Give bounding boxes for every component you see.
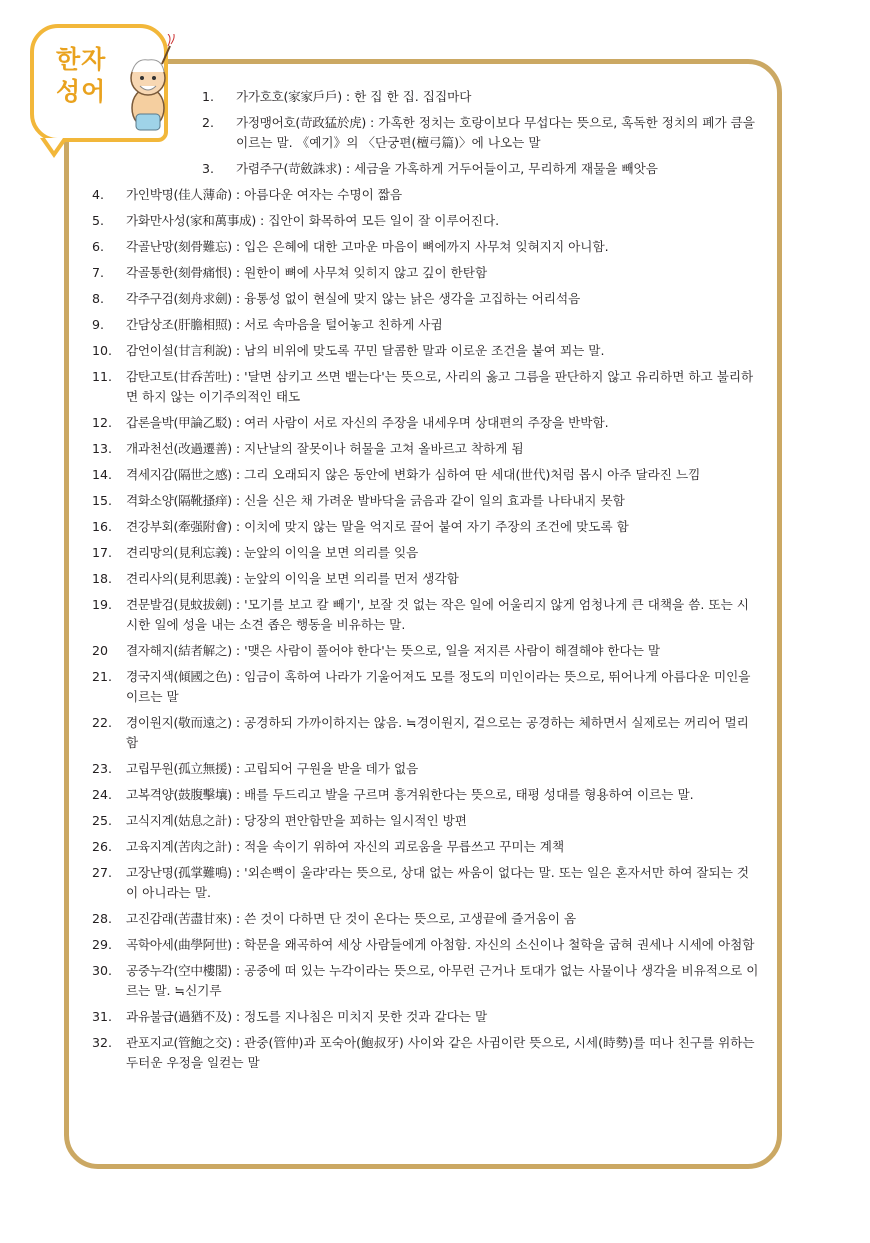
list-item: 17. 견리망의(見利忘義) : 눈앞의 이익을 보면 의리를 잊음 [84, 541, 760, 567]
item-number: 10. [92, 343, 113, 358]
item-number: 22. [92, 715, 113, 730]
list-item: 18. 견리사의(見利思義) : 눈앞의 이익을 보면 의리를 먼저 생각함 [84, 567, 760, 593]
item-term: 감탄고토(甘呑苦吐) [126, 369, 232, 384]
item-meaning: 쓴 것이 다하면 단 것이 온다는 뜻으로, 고생끝에 즐거움이 옴 [244, 911, 577, 926]
item-meaning: 공경하되 가까이하지는 않음. ≒경이원지, 겉으로는 공경하는 체하면서 실제로는 꺼리어 멀리함 [126, 715, 749, 750]
item-term: 경국지색(傾國之色) [126, 669, 232, 684]
item-term: 간담상조(肝膽相照) [126, 317, 232, 332]
list-item: 23. 고립무원(孤立無援) : 고립되어 구원을 받을 데가 없음 [84, 757, 760, 783]
list-item: 15. 격화소양(隔靴搔痒) : 신을 신은 채 가려운 발바닥을 긁음과 같이 일의 효과를 나타내지 못함 [84, 489, 760, 515]
list-item: 11. 감탄고토(甘呑苦吐) : '달면 삼키고 쓰면 뱉는다'는 뜻으로, 사리의 옳고 그름을 판단하지 않고 유리하면 하고 불리하면 하지 않는 이기주의적인 태도 [84, 365, 760, 411]
item-term: 감언이설(甘言利說) [126, 343, 232, 358]
item-meaning: 아름다운 여자는 수명이 짧음 [244, 187, 403, 202]
badge-line-1: 한자 [56, 45, 107, 74]
item-meaning: 고립되어 구원을 받을 데가 없음 [244, 761, 419, 776]
item-meaning: 남의 비위에 맞도록 꾸민 달콤한 말과 이로운 조건을 붙여 꾀는 말. [244, 343, 605, 358]
item-term: 가인박명(佳人薄命) [126, 187, 232, 202]
item-term: 가정맹어호(苛政猛於虎) [236, 115, 367, 130]
item-number: 12. [92, 415, 113, 430]
item-number: 8. [92, 291, 105, 306]
list-item: 32. 관포지교(管鮑之交) : 관중(管仲)과 포숙아(鮑叔牙) 사이와 같은 사귐이란 뜻으로, 시세(時勢)를 떠나 친구를 위하는 두터운 우정을 일컫는 말 [84, 1031, 760, 1077]
item-term: 곡학아세(曲學阿世) [126, 937, 232, 952]
list-item: 31. 과유불급(過猶不及) : 정도를 지나침은 미치지 못한 것과 같다는 말 [84, 1005, 760, 1031]
item-number: 6. [92, 239, 105, 254]
item-number: 27. [92, 865, 113, 880]
list-item: 29. 곡학아세(曲學阿世) : 학문을 왜곡하여 세상 사람들에게 아첨함. 자신의 소신이나 철학을 굽혀 권세나 시세에 아첨함 [84, 933, 760, 959]
item-number: 16. [92, 519, 113, 534]
item-meaning: 당장의 편안함만을 꾀하는 일시적인 방편 [244, 813, 467, 828]
item-term: 고복격양(鼓腹擊壤) [126, 787, 232, 802]
item-number: 26. [92, 839, 113, 854]
item-number: 30. [92, 963, 113, 978]
list-item: 14. 격세지감(隔世之感) : 그리 오래되지 않은 동안에 변화가 심하여 딴 세대(世代)처럼 몹시 아주 달라진 느낌 [84, 463, 760, 489]
item-number: 28. [92, 911, 113, 926]
item-meaning: 눈앞의 이익을 보면 의리를 잊음 [244, 545, 419, 560]
item-number: 3. [202, 161, 215, 176]
item-number: 32. [92, 1035, 113, 1050]
list-item: 4. 가인박명(佳人薄命) : 아름다운 여자는 수명이 짧음 [84, 183, 760, 209]
item-term: 과유불급(過猶不及) [126, 1009, 232, 1024]
item-term: 격화소양(隔靴搔痒) [126, 493, 232, 508]
item-term: 경이원지(敬而遠之) [126, 715, 232, 730]
item-term: 개과천선(改過遷善) [126, 441, 232, 456]
item-term: 고식지계(姑息之計) [126, 813, 232, 828]
item-meaning: 한 집 한 집. 집집마다 [354, 89, 472, 104]
item-number: 24. [92, 787, 113, 802]
list-item: 21. 경국지색(傾國之色) : 임금이 혹하여 나라가 기울어져도 모를 정도의 미인이라는 뜻으로, 뛰어나게 아름다운 미인을 이르는 말 [84, 665, 760, 711]
list-item: 8. 각주구검(刻舟求劍) : 융통성 없이 현실에 맞지 않는 낡은 생각을 고집하는 어리석음 [84, 287, 760, 313]
item-number: 1. [202, 89, 215, 104]
item-term: 가렴주구(苛斂誅求) [236, 161, 342, 176]
list-item: 3. 가렴주구(苛斂誅求) : 세금을 가혹하게 거두어들이고, 무리하게 재물을 빼앗음 [84, 157, 760, 183]
item-number: 5. [92, 213, 105, 228]
list-item: 22. 경이원지(敬而遠之) : 공경하되 가까이하지는 않음. ≒경이원지, 겉으로는 공경하는 체하면서 실제로는 꺼리어 멀리함 [84, 711, 760, 757]
item-term: 고장난명(孤掌難鳴) [126, 865, 232, 880]
item-number: 15. [92, 493, 113, 508]
list-item: 30. 공중누각(空中樓閣) : 공중에 떠 있는 누각이라는 뜻으로, 아무런 근거나 토대가 없는 사물이나 생각을 비유적으로 이르는 말. ≒신기루 [84, 959, 760, 1005]
item-term: 공중누각(空中樓閣) [126, 963, 232, 978]
item-meaning: 입은 은혜에 대한 고마운 마음이 뼈에까지 사무쳐 잊혀지지 아니함. [244, 239, 609, 254]
list-item: 16. 견강부회(牽强附會) : 이치에 맞지 않는 말을 억지로 끌어 붙여 자기 주장의 조건에 맞도록 함 [84, 515, 760, 541]
item-number: 2. [202, 115, 215, 130]
item-number: 23. [92, 761, 113, 776]
badge-title [56, 44, 116, 108]
item-meaning: '외손뼉이 울랴'라는 뜻으로, 상대 없는 싸움이 없다는 말. 또는 일은 혼자서만 하여 잘되는 것이 아니라는 말. [126, 865, 750, 900]
item-number: 9. [92, 317, 105, 332]
item-meaning: '맺은 사람이 풀어야 한다'는 뜻으로, 일을 저지른 사람이 해결해야 한다는 말 [244, 643, 661, 658]
list-item: 2. 가정맹어호(苛政猛於虎) : 가혹한 정치는 호랑이보다 무섭다는 뜻으로, 혹독한 정치의 폐가 큼을 이르는 말. 《예기》의 〈단궁편(檀弓篇)〉에 나오는 말 [84, 111, 760, 157]
item-number: 31. [92, 1009, 113, 1024]
item-meaning: 가혹한 정치는 호랑이보다 무섭다는 뜻으로, 혹독한 정치의 폐가 큼을 이르는 말. 《예기》의 〈단궁편(檀弓篇)〉에 나오는 말 [236, 115, 755, 150]
list-item: 25. 고식지계(姑息之計) : 당장의 편안함만을 꾀하는 일시적인 방편 [84, 809, 760, 835]
item-meaning: 공중에 떠 있는 누각이라는 뜻으로, 아무런 근거나 토대가 없는 사물이나 생각을 비유적으로 이르는 말. ≒신기루 [126, 963, 759, 998]
item-number: 25. [92, 813, 113, 828]
idiom-list [84, 85, 760, 1077]
item-number: 14. [92, 467, 113, 482]
item-term: 각골난망(刻骨難忘) [126, 239, 232, 254]
item-term: 견리사의(見利思義) [126, 571, 232, 586]
mascot-icon [118, 34, 178, 134]
item-number: 19. [92, 597, 113, 612]
item-meaning: 관중(管仲)과 포숙아(鮑叔牙) 사이와 같은 사귐이란 뜻으로, 시세(時勢)를 떠나 친구를 위하는 두터운 우정을 일컫는 말 [126, 1035, 755, 1070]
item-meaning: 학문을 왜곡하여 세상 사람들에게 아첨함. 자신의 소신이나 철학을 굽혀 권세나 시세에 아첨함 [244, 937, 755, 952]
list-item: 27. 고장난명(孤掌難鳴) : '외손뼉이 울랴'라는 뜻으로, 상대 없는 싸움이 없다는 말. 또는 일은 혼자서만 하여 잘되는 것이 아니라는 말. [84, 861, 760, 907]
item-number: 20 [92, 643, 109, 658]
list-item: 7. 각골통한(刻骨痛恨) : 원한이 뼈에 사무쳐 잊히지 않고 깊이 한탄함 [84, 261, 760, 287]
list-item: 20 결자해지(結者解之) : '맺은 사람이 풀어야 한다'는 뜻으로, 일을 저지른 사람이 해결해야 한다는 말 [84, 639, 760, 665]
list-item: 1. 가가호호(家家戶戶) : 한 집 한 집. 집집마다 [84, 85, 760, 111]
item-term: 견문발검(見蚊拔劍) [126, 597, 232, 612]
item-term: 견리망의(見利忘義) [126, 545, 232, 560]
item-term: 고립무원(孤立無援) [126, 761, 232, 776]
item-term: 결자해지(結者解之) [126, 643, 232, 658]
badge-line-2: 성어 [56, 77, 107, 106]
item-number: 17. [92, 545, 113, 560]
item-meaning: '달면 삼키고 쓰면 뱉는다'는 뜻으로, 사리의 옳고 그름을 판단하지 않고 유리하면 하고 불리하면 하지 않는 이기주의적인 태도 [126, 369, 754, 404]
item-meaning: 서로 속마음을 털어놓고 친하게 사귐 [244, 317, 443, 332]
item-term: 가화만사성(家和萬事成) [126, 213, 257, 228]
item-number: 29. [92, 937, 113, 952]
section-badge [30, 24, 168, 142]
list-item: 10. 감언이설(甘言利說) : 남의 비위에 맞도록 꾸민 달콤한 말과 이로운 조건을 붙여 꾀는 말. [84, 339, 760, 365]
item-meaning: 적을 속이기 위하여 자신의 괴로움을 무릅쓰고 꾸미는 계책 [244, 839, 565, 854]
list-item: 12. 갑론을박(甲論乙駁) : 여러 사람이 서로 자신의 주장을 내세우며 상대편의 주장을 반박함. [84, 411, 760, 437]
item-meaning: 정도를 지나침은 미치지 못한 것과 같다는 말 [244, 1009, 488, 1024]
item-meaning: 세금을 가혹하게 거두어들이고, 무리하게 재물을 빼앗음 [354, 161, 658, 176]
item-meaning: 지난날의 잘못이나 허물을 고쳐 올바르고 착하게 됨 [244, 441, 524, 456]
item-number: 11. [92, 369, 113, 384]
item-number: 4. [92, 187, 105, 202]
item-term: 관포지교(管鮑之交) [126, 1035, 232, 1050]
item-number: 21. [92, 669, 113, 684]
item-meaning: 원한이 뼈에 사무쳐 잊히지 않고 깊이 한탄함 [244, 265, 488, 280]
item-meaning: 이치에 맞지 않는 말을 억지로 끌어 붙여 자기 주장의 조건에 맞도록 함 [244, 519, 629, 534]
item-meaning: 눈앞의 이익을 보면 의리를 먼저 생각함 [244, 571, 459, 586]
item-meaning: 여러 사람이 서로 자신의 주장을 내세우며 상대편의 주장을 반박함. [244, 415, 609, 430]
list-item: 13. 개과천선(改過遷善) : 지난날의 잘못이나 허물을 고쳐 올바르고 착하게 됨 [84, 437, 760, 463]
item-meaning: 배를 두드리고 발을 구르며 흥겨워한다는 뜻으로, 태평 성대를 형용하여 이르는 말. [244, 787, 694, 802]
item-term: 고육지계(苦肉之計) [126, 839, 232, 854]
item-term: 각골통한(刻骨痛恨) [126, 265, 232, 280]
item-meaning: 융통성 없이 현실에 맞지 않는 낡은 생각을 고집하는 어리석음 [244, 291, 581, 306]
item-meaning: 그리 오래되지 않은 동안에 변화가 심하여 딴 세대(世代)처럼 몹시 아주 달라진 느낌 [244, 467, 701, 482]
item-meaning: 신을 신은 채 가려운 발바닥을 긁음과 같이 일의 효과를 나타내지 못함 [244, 493, 625, 508]
item-number: 7. [92, 265, 105, 280]
item-term: 고진감래(苦盡甘來) [126, 911, 232, 926]
list-item: 24. 고복격양(鼓腹擊壤) : 배를 두드리고 발을 구르며 흥겨워한다는 뜻으로, 태평 성대를 형용하여 이르는 말. [84, 783, 760, 809]
item-term: 갑론을박(甲論乙駁) [126, 415, 232, 430]
list-item: 28. 고진감래(苦盡甘來) : 쓴 것이 다하면 단 것이 온다는 뜻으로, 고생끝에 즐거움이 옴 [84, 907, 760, 933]
item-number: 18. [92, 571, 113, 586]
item-number: 13. [92, 441, 113, 456]
item-meaning: 임금이 혹하여 나라가 기울어져도 모를 정도의 미인이라는 뜻으로, 뛰어나게 아름다운 미인을 이르는 말 [126, 669, 751, 704]
list-item: 9. 간담상조(肝膽相照) : 서로 속마음을 털어놓고 친하게 사귐 [84, 313, 760, 339]
list-item: 19. 견문발검(見蚊拔劍) : '모기를 보고 칼 빼기', 보잘 것 없는 작은 일에 어울리지 않게 엄청나게 큰 대책을 씀. 또는 시시한 일에 성을 내는 소견 좁은 행동을 비유하는 말. [84, 593, 760, 639]
item-term: 각주구검(刻舟求劍) [126, 291, 232, 306]
item-meaning: '모기를 보고 칼 빼기', 보잘 것 없는 작은 일에 어울리지 않게 엄청나게 큰 대책을 씀. 또는 시시한 일에 성을 내는 소견 좁은 행동을 비유하는 말. [126, 597, 749, 632]
item-term: 견강부회(牽强附會) [126, 519, 232, 534]
list-item: 26. 고육지계(苦肉之計) : 적을 속이기 위하여 자신의 괴로움을 무릅쓰고 꾸미는 계책 [84, 835, 760, 861]
item-term: 가가호호(家家戶戶) [236, 89, 342, 104]
list-item: 5. 가화만사성(家和萬事成) : 집안이 화목하여 모든 일이 잘 이루어진다. [84, 209, 760, 235]
list-item: 6. 각골난망(刻骨難忘) : 입은 은혜에 대한 고마운 마음이 뼈에까지 사무쳐 잊혀지지 아니함. [84, 235, 760, 261]
item-meaning: 집안이 화목하여 모든 일이 잘 이루어진다. [268, 213, 500, 228]
item-term: 격세지감(隔世之感) [126, 467, 232, 482]
